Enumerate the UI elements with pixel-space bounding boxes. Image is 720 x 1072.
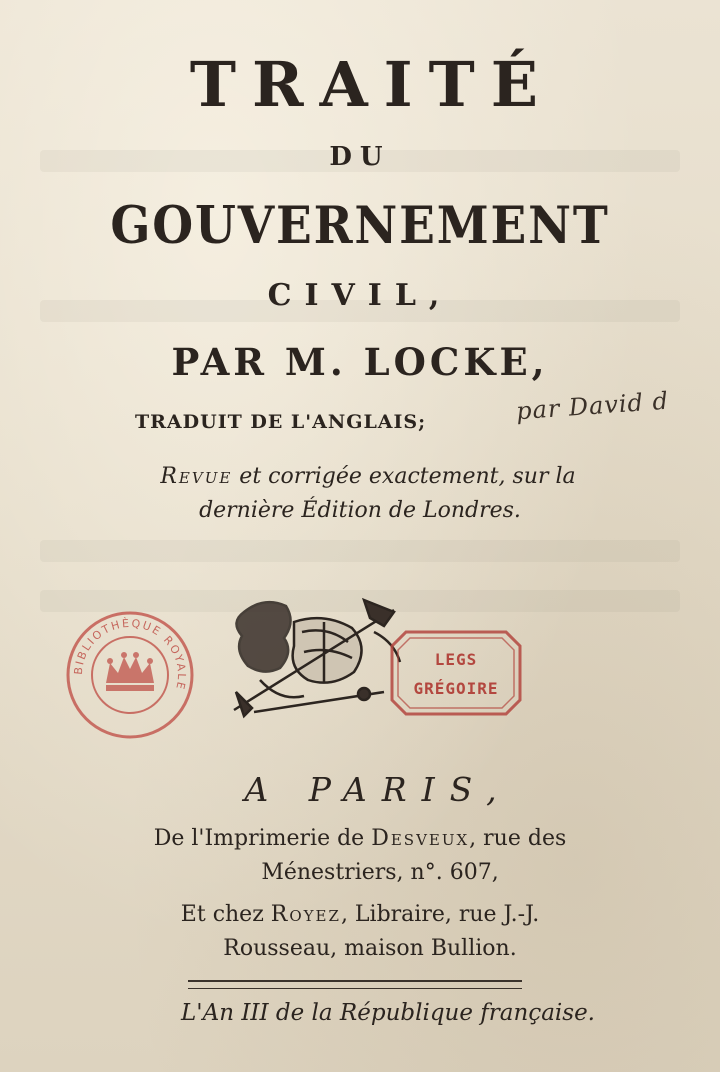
title-line-civil: CIVIL, xyxy=(267,278,453,313)
imprint-line-3 xyxy=(0,902,720,927)
title-line-traite: TRAITÉ xyxy=(189,48,555,121)
title-line-du: DU xyxy=(329,142,391,172)
bookseller-name: Royez xyxy=(270,902,341,927)
handwritten-note: par David d xyxy=(515,386,670,426)
author-line: PAR M. LOCKE, xyxy=(171,340,549,384)
title-line-gouvernement: GOUVERNEMENT xyxy=(110,196,610,256)
legs-gregoire-stamp xyxy=(388,628,524,718)
imprint-city: A PARIS, xyxy=(244,770,512,809)
imprint-line-4: Rousseau, maison Bullion. xyxy=(223,936,517,961)
revised-word: Revue xyxy=(160,464,233,489)
imprint-line-1-a: De l'Imprimerie de xyxy=(153,826,372,851)
revised-line-2: dernière Édition de Londres. xyxy=(199,498,521,523)
printer-name: Desveux xyxy=(371,826,470,851)
legs-stamp-line-1: LEGS xyxy=(434,650,478,669)
bleed-through xyxy=(40,540,680,562)
divider-rule xyxy=(188,980,522,989)
crown-icon xyxy=(106,652,154,691)
legs-stamp-line-2: GRÉGOIRE xyxy=(413,679,499,698)
revised-line-1-rest: et corrigée exactement, sur la xyxy=(232,464,576,489)
imprint-line-3-c: , Libraire, rue J.-J. xyxy=(340,902,540,927)
imprint-line-3-a: Et chez xyxy=(180,902,271,927)
imprint-line-2: Ménestriers, n°. 607, xyxy=(261,860,499,885)
royal-library-stamp xyxy=(62,607,198,743)
imprint-line-1 xyxy=(0,826,720,851)
translated-line: TRADUIT DE L'ANGLAIS; xyxy=(135,411,427,433)
revised-line-1 xyxy=(0,464,720,489)
imprint-line-1-c: , rue des xyxy=(469,826,567,851)
royal-stamp-text: BIBLIOTHÈQUE ROYALE xyxy=(71,616,189,693)
trophy-ornament-icon xyxy=(224,592,406,724)
year-line: L'An III de la République française. xyxy=(181,1000,595,1026)
